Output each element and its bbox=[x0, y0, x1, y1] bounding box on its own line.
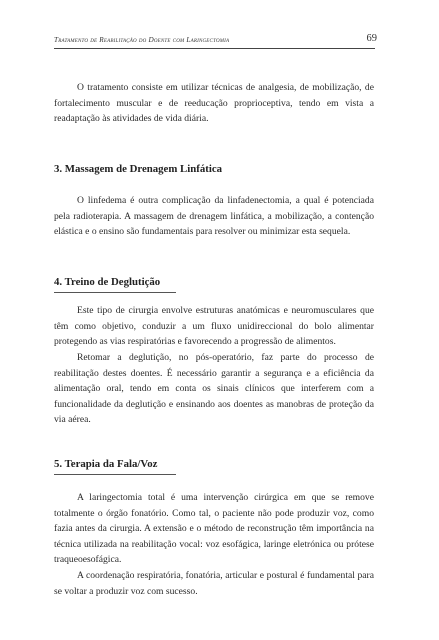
fala-paragraph-2: A coordenação respiratória, fonatória, articular e postural é fundamental para se voltar a produzir voz com sucesso. bbox=[54, 570, 374, 597]
header-rule bbox=[54, 48, 375, 49]
deglutição-paragraph-1: Este tipo de cirurgia envolve estruturas anatómicas e neuromusculares que têm como objetivo, conduzir a um fluxo unidireccional do bolo alimentar protegendo as vias respiratórias e favorecendo a progressão de alimentos. bbox=[54, 305, 374, 348]
massagem-paragraph: O linfedema é outra complicação da linfadenectomia, a qual é potenciada pela radioterapia. A massagem de drenagem linfática, a mobilização, a contenção elástica e o ensino são fundamentais para resolver ou minimizar esta sequela. bbox=[54, 195, 374, 238]
section-heading-deglutição: 4. Treino de Deglutição bbox=[54, 276, 161, 288]
section-heading-rule bbox=[54, 474, 176, 475]
deglutição-paragraph-2: Retomar a deglutição, no pós-operatório, faz parte do processo de reabilitação destes doentes. É necessário garantir a segurança e a eficiência da alimentação oral, tendo em conta os sinais clínicos que interferem com a funcionalidade da deglutição e ensinando aos doentes as manobras de proteção da via aérea. bbox=[54, 352, 374, 426]
section-heading-massagem: 3. Massagem de Drenagem Linfática bbox=[54, 163, 223, 175]
running-head: Tratamento de Reabilitação do Doente com Laringectomia bbox=[54, 36, 230, 44]
intro-paragraph: O tratamento consiste em utilizar técnicas de analgesia, de mobilização, de fortalecimento muscular e de reeducação proprioceptiva, tendo em vista a readaptação às atividades de vida diária. bbox=[54, 82, 374, 125]
page-number: 69 bbox=[366, 33, 377, 44]
fala-paragraph-1: A laringectomia total é uma intervenção cirúrgica em que se remove totalmente o órgão fonatório. Como tal, o paciente não pode produzir voz, como fazia antes da cirurgia. A extensão e o método de reconstrução têm importância na técnica utilizada na reabilitação vocal: voz esofágica, laringe eletrónica ou prótese traqueoesofágica. bbox=[54, 492, 374, 566]
section-heading-rule bbox=[54, 292, 176, 293]
section-heading-fala: 5. Terapia da Fala/Voz bbox=[54, 458, 158, 470]
